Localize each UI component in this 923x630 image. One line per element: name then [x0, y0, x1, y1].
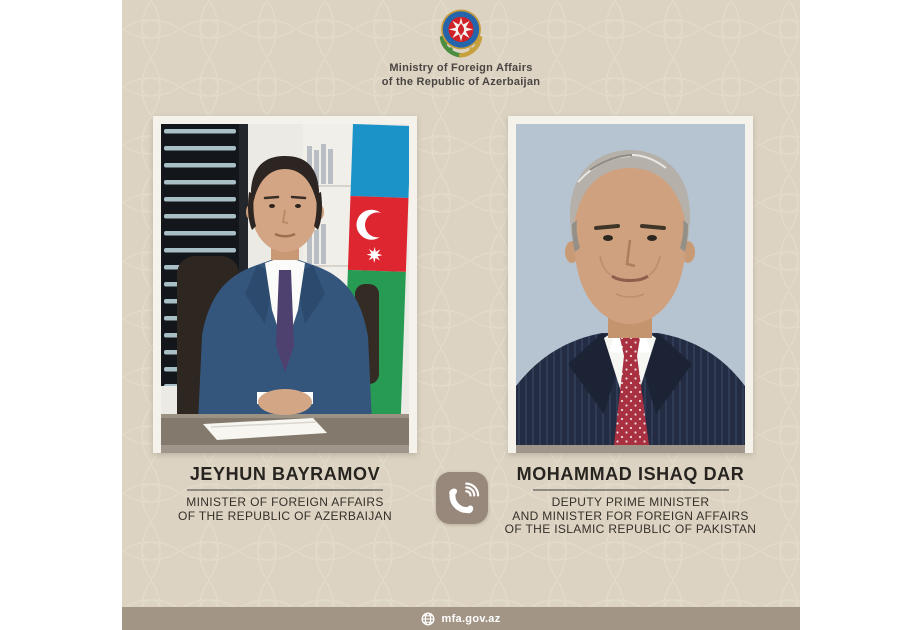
content-area [122, 0, 800, 630]
right-person-title-line1: DEPUTY PRIME MINISTER [551, 495, 710, 509]
jeyhun-bayramov-portrait [161, 124, 409, 445]
right-person-title-line3: OF THE ISLAMIC REPUBLIC OF PAKISTAN [504, 522, 757, 536]
org-name-line2: of the Republic of Azerbaijan [381, 76, 541, 88]
phone-handset-icon [440, 476, 484, 520]
org-name-line1: Ministry of Foreign Affairs [389, 62, 533, 74]
globe-icon [421, 612, 435, 626]
mohammad-ishaq-dar-portrait [516, 124, 745, 445]
left-person-title-line2: OF THE REPUBLIC OF AZERBAIJAN [178, 508, 392, 523]
left-photo-card [153, 116, 417, 453]
azerbaijan-coat-of-arms-icon [435, 5, 487, 59]
name-divider [533, 489, 729, 491]
header [122, 0, 800, 89]
right-person-name: MOHAMMAD ISHAQ DAR [516, 464, 745, 484]
footer-bar [122, 607, 800, 630]
left-person-block [143, 463, 427, 523]
footer-website-link[interactable]: mfa.gov.az [441, 612, 501, 625]
right-person-block [493, 463, 768, 537]
name-divider [187, 489, 383, 491]
phone-call-icon [436, 472, 488, 524]
right-person-title-line2: AND MINISTER FOR FOREIGN AFFAIRS [512, 508, 749, 523]
left-person-name: JEYHUN BAYRAMOV [189, 464, 381, 484]
card-bottom-shadow [161, 445, 409, 453]
card-bottom-shadow [516, 445, 745, 453]
left-person-title-line1: MINISTER OF FOREIGN AFFAIRS [186, 495, 384, 509]
right-photo-card [508, 116, 753, 453]
